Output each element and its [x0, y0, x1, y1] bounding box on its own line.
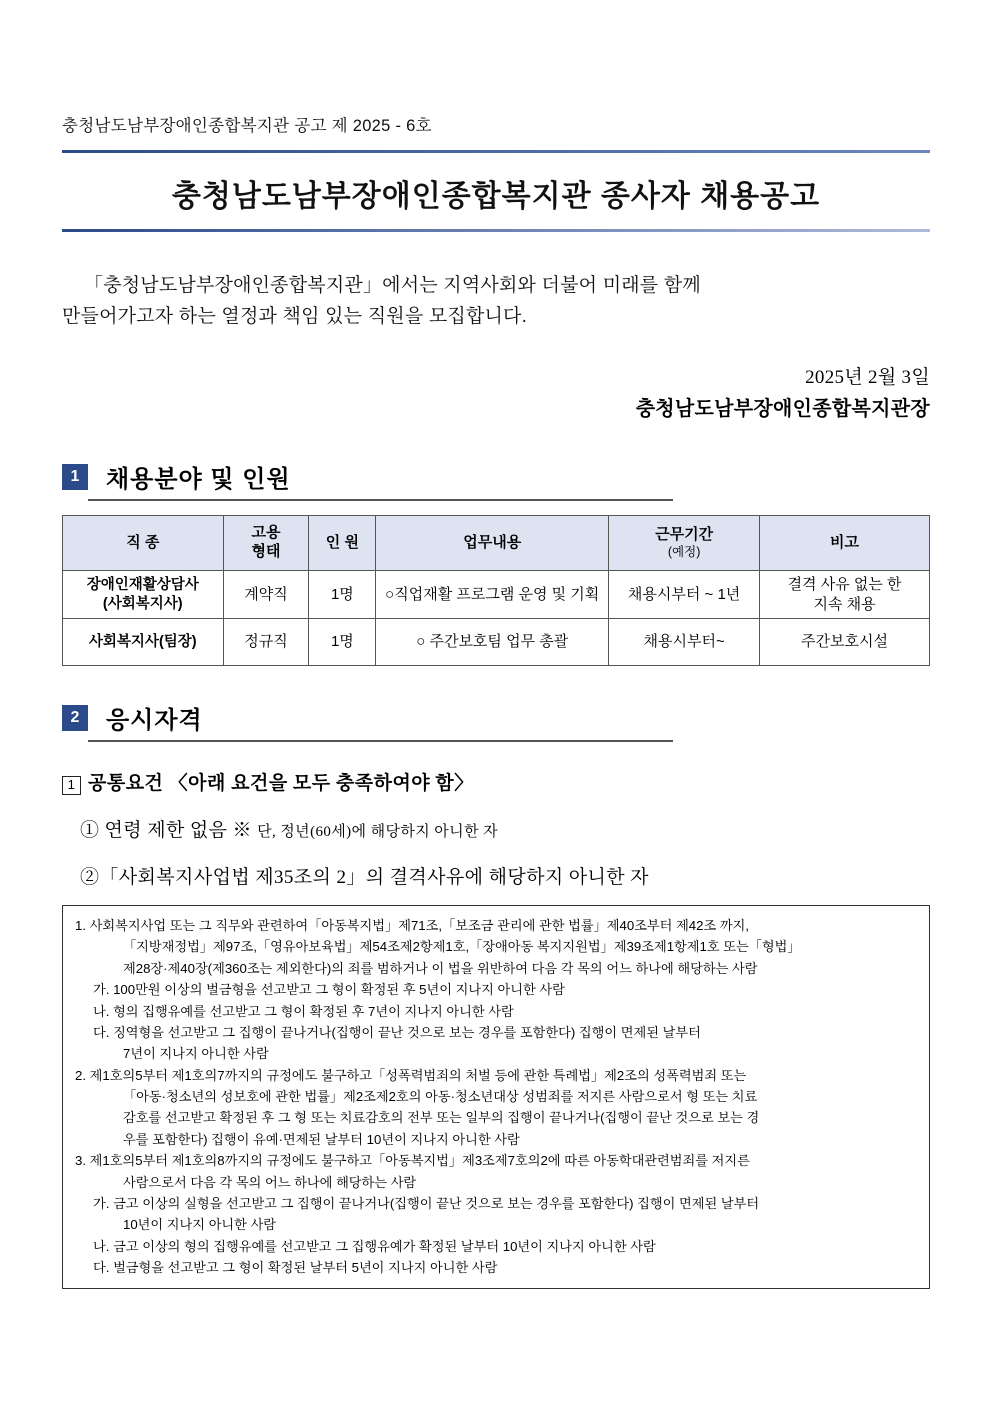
page-title: 충청남도남부장애인종합복지관 종사자 채용공고 — [171, 180, 821, 213]
column-header-employment-type-line1: 고용 — [251, 524, 281, 542]
cell-note — [760, 571, 930, 619]
cell-note: 주간보호시설 — [760, 619, 930, 666]
column-header-period-label: 근무기간 — [655, 525, 714, 543]
section-title-2: 응시자격 — [106, 707, 203, 735]
column-header-job: 직 종 — [63, 516, 224, 571]
legal-line: 가. 100만원 이상의 벌금형을 선고받고 그 형이 확정된 후 5년이 지나지 아니한 사람 — [93, 982, 565, 998]
column-header-period-sub: (예정) — [667, 544, 701, 559]
legal-line: 2. 제1호의5부터 제1호의7까지의 규정에도 불구하고「성폭력범죄의 처벌 등에 관한 특례법」제2조의 성폭력범죄 또는 — [75, 1067, 747, 1083]
legal-line: 감호를 선고받고 확정된 후 그 형 또는 치료감호의 전부 또는 일부의 집행이 끝나거나(집행이 끝난 것으로 보는 경 — [123, 1110, 760, 1126]
legal-line: 다. 벌금형을 선고받고 그 형이 확정된 날부터 5년이 지나지 아니한 사람 — [93, 1260, 498, 1276]
common-requirement-text: 공통요건 〈아래 요건을 모두 충족하여야 함〉 — [88, 773, 474, 795]
column-header-count: 인 원 — [309, 516, 376, 571]
cell-job — [63, 571, 224, 619]
cell-count: 1명 — [309, 619, 376, 666]
qualification-item-2: ②「사회복지사업법 제35조의 2」의 결격사유에 해당하지 아니한 자 — [80, 867, 649, 889]
section-underline-1 — [88, 499, 673, 501]
cell-count: 1명 — [309, 571, 376, 619]
cell-note-line2: 지속 채용 — [813, 595, 876, 613]
cell-job: 사회복지사(팀장) — [63, 619, 224, 666]
section-underline-2 — [88, 740, 673, 742]
cell-employment-type: 정규직 — [223, 619, 309, 666]
recruitment-table — [62, 515, 930, 666]
list-marker-box: 1 — [62, 776, 81, 795]
legal-line: 1. 사회복지사업 또는 그 직무와 관련하여「아동복지법」제71조,「보조금 관리에 관한 법률」제40조부터 제42조 까지, — [75, 918, 750, 934]
intro-line-1: 「충청남도남부장애인종합복지관」에서는 지역사회와 더불어 미래를 함께 — [84, 275, 701, 296]
cell-duty: ○직업재활 프로그램 운영 및 기획 — [376, 571, 609, 619]
section-title-1: 채용분야 및 인원 — [106, 466, 291, 494]
column-header-duty: 업무내용 — [376, 516, 609, 571]
signature-date: 2025년 2월 3일 — [805, 366, 930, 388]
signature-organization: 충청남도남부장애인종합복지관장 — [635, 398, 930, 421]
legal-line: 사람으로서 다음 각 목의 어느 하나에 해당하는 사람 — [123, 1174, 417, 1190]
qualification-item-1 — [62, 815, 930, 842]
intro-line-2: 만들어가고자 하는 열정과 책임 있는 직원을 모집합니다. — [62, 306, 528, 328]
document-number: 충청남도남부장애인종합복지관 공고 제 2025 - 6호 — [62, 117, 432, 135]
qualification-item-1-note: 단, 정년(60세)에 해당하지 아니한 자 — [257, 824, 499, 841]
legal-line: 나. 형의 집행유예를 선고받고 그 형이 확정된 후 7년이 지나지 아니한 사람 — [93, 1003, 514, 1019]
legal-line: 가. 금고 이상의 실형을 선고받고 그 집행이 끝나거나(집행이 끝난 것으로 보는 경우를 포함한다) 집행이 면제된 날부터 — [93, 1195, 760, 1211]
qualification-item-1-text: ① 연령 제한 없음 ※ — [80, 820, 252, 842]
column-header-period — [609, 516, 760, 571]
legal-line: 10년이 지나지 아니한 사람 — [123, 1217, 277, 1233]
common-requirement-title — [62, 768, 930, 795]
legal-line: 제28장·제40장(제360조는 제외한다)의 죄를 범하거나 이 법을 위반하여 다음 각 목의 어느 하나에 해당하는 사람 — [123, 960, 758, 976]
column-header-employment-type — [223, 516, 309, 571]
legal-line: 7년이 지나지 아니한 사람 — [123, 1046, 269, 1062]
cell-employment-type: 계약직 — [223, 571, 309, 619]
cell-job-line1: 장애인재활상담사 — [86, 576, 199, 593]
legal-line: 나. 금고 이상의 형의 집행유예를 선고받고 그 집행유예가 확정된 날부터 10년이 지나지 아니한 사람 — [93, 1238, 656, 1254]
cell-note-line1: 결격 사유 없는 한 — [787, 576, 902, 594]
legal-line: 다. 징역형을 선고받고 그 집행이 끝나거나(집행이 끝난 것으로 보는 경우를 포함한다) 집행이 면제된 날부터 — [93, 1024, 701, 1040]
intro-paragraph — [62, 232, 930, 333]
legal-disqualification-box — [62, 905, 930, 1289]
section-header-2 — [62, 700, 930, 735]
legal-line: 3. 제1호의5부터 제1호의8까지의 규정에도 불구하고「아동복지법」제3조제7호의2에 따른 아동학대관련범죄를 저지른 — [75, 1153, 750, 1169]
cell-period: 채용시부터 ~ 1년 — [609, 571, 760, 619]
column-header-note: 비고 — [760, 516, 930, 571]
legal-line: 「아동·청소년의 성보호에 관한 법률」제2조제2호의 아동·청소년대상 성범죄를 저지른 사람으로서 형 또는 치료 — [123, 1089, 758, 1105]
signature-block — [62, 333, 930, 425]
cell-duty: ○ 주간보호팀 업무 총괄 — [376, 619, 609, 666]
section-number-1: 1 — [62, 464, 88, 490]
section-number-2: 2 — [62, 705, 88, 731]
table-row — [63, 571, 930, 619]
table-row — [63, 619, 930, 666]
cell-period: 채용시부터~ — [609, 619, 760, 666]
legal-line: 「지방재정법」제97조,「영유아보육법」제54조제2항제1호,「장애아동 복지지원법」제39조제1항제1호 또는「형법」 — [123, 939, 801, 955]
column-header-employment-type-line2: 형태 — [251, 543, 281, 561]
cell-job-line2: (사회복지사) — [102, 595, 183, 612]
legal-line: 우를 포함한다) 집행이 유예·면제된 날부터 10년이 지나지 아니한 사람 — [123, 1131, 520, 1147]
section-header-1 — [62, 459, 930, 494]
table-header-row — [63, 516, 930, 571]
